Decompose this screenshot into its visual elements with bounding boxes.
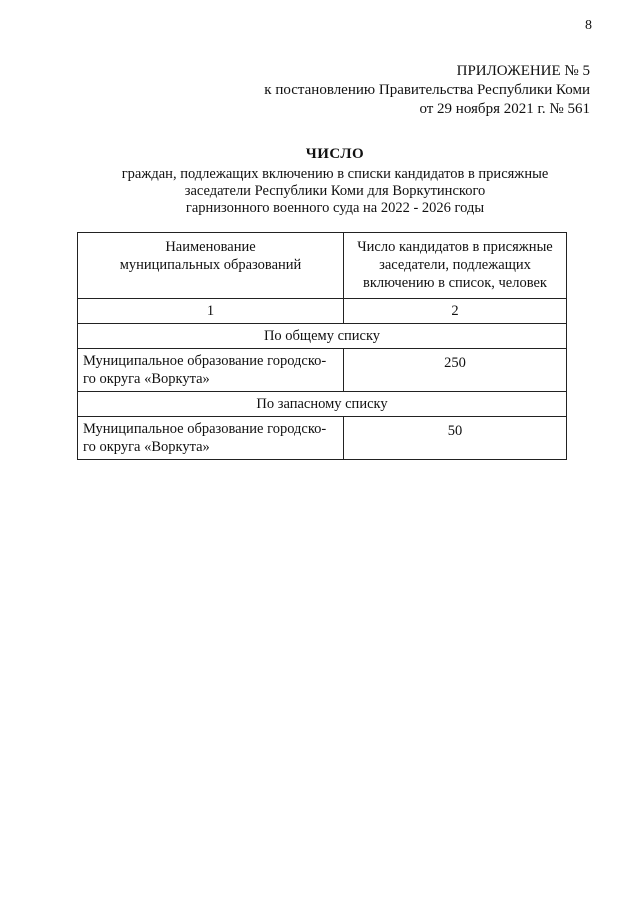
header-count-line-2: заседатели, подлежащих [379,257,531,273]
document-title: ЧИСЛО [305,146,365,162]
section-row-reserve [78,392,567,417]
municipality-name-line-2: го округа «Воркута» [83,371,210,387]
header-count-line-1: Число кандидатов в присяжные [357,239,553,255]
section-row-general [78,324,567,349]
appendix-header [264,62,590,119]
table-row [78,349,567,392]
subtitle-line-1: граждан, подлежащих включению в списки кандидатов в присяжные [121,166,549,182]
table-row [78,417,567,460]
header-candidates-count [344,233,567,299]
column-number-1: 1 [78,299,344,324]
header-municipality [78,233,344,299]
table-header-row [78,233,567,299]
header-count-line-3: включению в список, человек [363,275,547,291]
column-number-row [78,299,567,324]
municipality-name [78,349,344,392]
column-number-2: 2 [344,299,567,324]
municipality-name-line-2: го округа «Воркута» [83,439,210,455]
candidates-table [77,232,567,460]
subtitle-line-2: заседатели Республики Коми для Воркутинского [184,183,486,199]
candidates-count-value: 250 [344,349,567,392]
candidates-count-value: 50 [344,417,567,460]
header-municipality-line-1: Наименование [165,239,256,255]
section-heading-reserve: По запасному списку [78,392,567,417]
appendix-date: от 29 ноября 2021 г. № 561 [419,101,590,117]
document-subtitle [110,166,560,217]
section-heading-general: По общему списку [78,324,567,349]
page-number: 8 [585,18,592,33]
appendix-title: ПРИЛОЖЕНИЕ № 5 [456,63,590,79]
appendix-reference: к постановлению Правительства Республики Коми [264,82,590,98]
subtitle-line-3: гарнизонного военного суда на 2022 - 2026 годы [185,200,485,216]
header-municipality-line-2: муниципальных образований [119,257,302,273]
municipality-name-line-1: Муниципальное образование городско- [83,353,327,369]
municipality-name [78,417,344,460]
municipality-name-line-1: Муниципальное образование городско- [83,421,327,437]
